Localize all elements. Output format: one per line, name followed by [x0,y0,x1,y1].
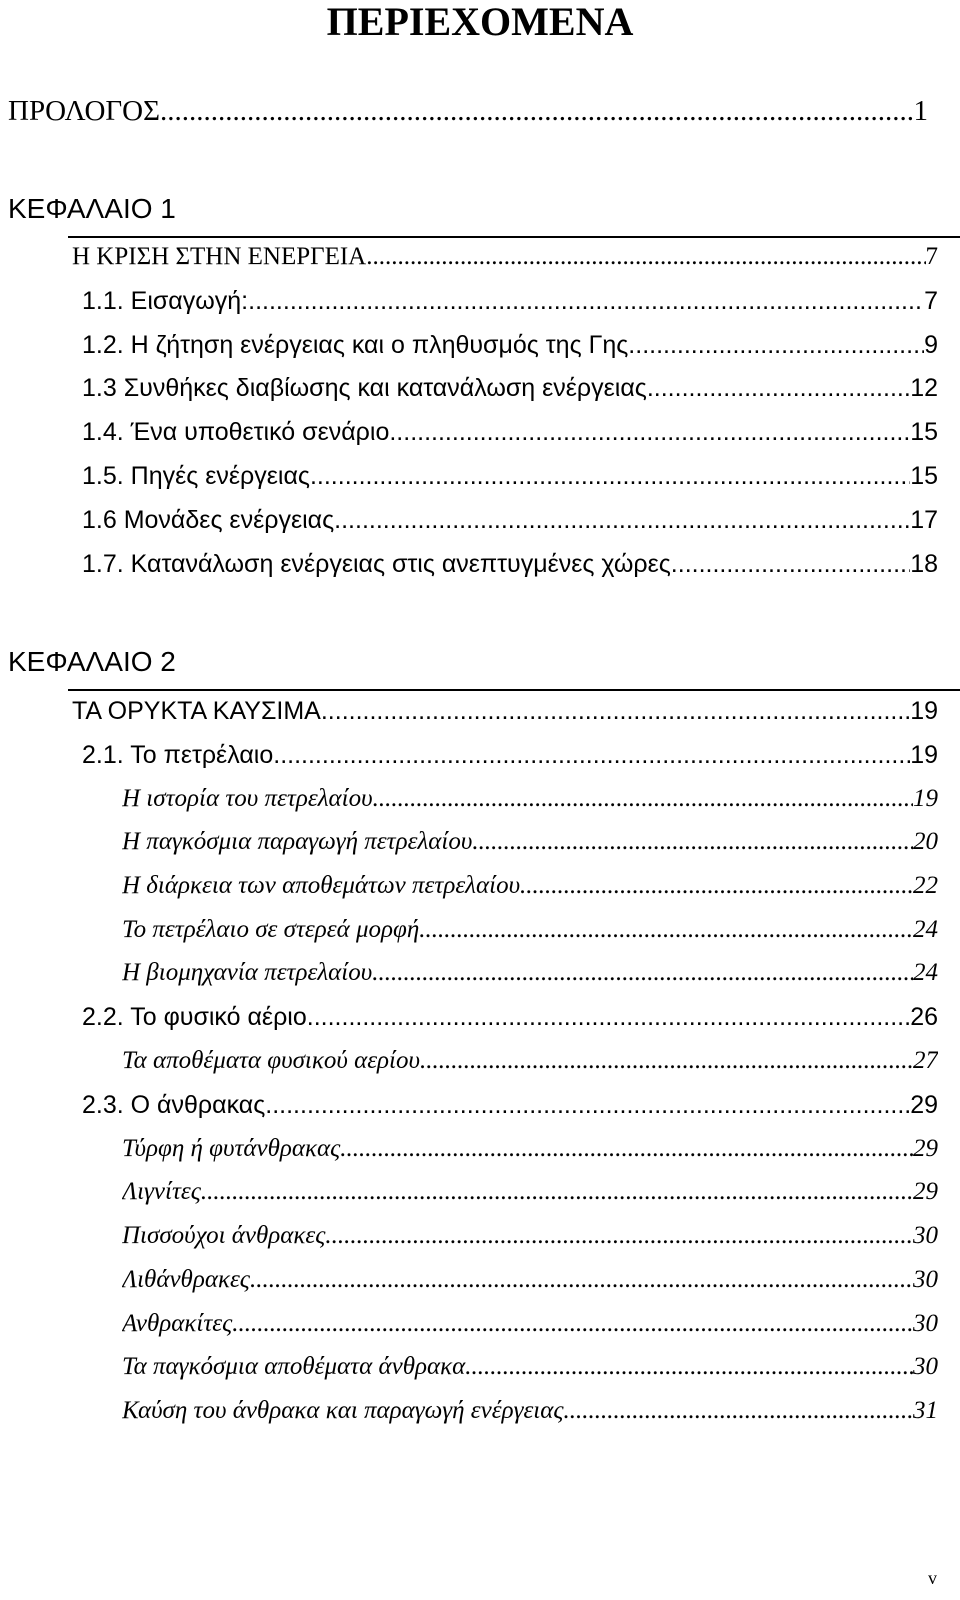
toc-leader-dots [373,784,913,814]
toc-entry-text: 1.4. Ένα υποθετικό σενάριο [82,418,390,446]
toc-entry-text: Πισσούχοι άνθρακες [122,1222,326,1249]
toc-entry-text: 1.2. Η ζήτηση ενέργειας και ο πληθυσμός της Γης [82,331,629,359]
toc-entry-page: 22 [913,872,938,899]
toc-entry-page: 31 [913,1397,938,1424]
toc-entry-text: ΠΡΟΛΟΓΟΣ [8,95,160,127]
toc-leader-dots [340,1134,913,1164]
toc-entry-page: 19 [910,697,938,725]
toc-entry-page: 26 [910,1003,938,1031]
toc-leader-dots [564,1396,913,1426]
toc-entry-page: 9 [924,331,938,359]
toc-entry-page: 24 [913,959,938,986]
toc-leader-dots [265,1090,910,1120]
toc-leader-dots [334,505,910,535]
toc-entry-text: Τύρφη ή φυτάνθρακας [122,1135,341,1162]
toc-leader-dots [201,1177,913,1207]
toc-entry[interactable] [82,1090,938,1120]
toc-entry[interactable] [122,958,938,988]
toc-entry[interactable] [82,417,938,447]
toc-entry-page: 30 [913,1310,938,1337]
toc-entry-text: Η ιστορία του πετρελαίου [122,785,373,812]
toc-entry[interactable] [82,549,938,579]
toc-leader-dots [160,94,914,128]
toc-leader-dots [321,696,910,726]
toc-entry[interactable] [122,1396,938,1426]
toc-entry-text: Τα παγκόσμια αποθέματα άνθρακα [122,1353,466,1380]
toc-entry-text: Η διάρκεια των αποθεμάτων πετρελαίου [122,872,521,899]
toc-leader-dots [232,1309,913,1339]
toc-entry[interactable] [82,505,938,535]
toc-entry-text: Λιθάνθρακες [122,1266,250,1293]
toc-entry[interactable] [122,1134,938,1164]
toc-entry-page: 7 [924,287,938,315]
toc-leader-dots [310,461,910,491]
toc-entry-page: 15 [910,462,938,490]
toc-entry[interactable] [122,1046,938,1076]
toc-leader-dots [325,1221,913,1251]
toc-leader-dots [520,871,913,901]
toc-leader-dots [250,1265,913,1295]
toc-entry-page: 7 [925,243,938,270]
page-number: v [928,1568,937,1588]
toc-leader-dots [671,549,910,579]
toc-entry-text: 2.3. Ο άνθρακας [82,1091,266,1119]
toc-leader-dots [248,286,924,316]
toc-leader-dots [366,242,925,272]
toc-leader-dots [389,417,910,447]
toc-entry-page: 19 [913,785,938,812]
toc-entry[interactable] [82,1002,938,1032]
toc-entry[interactable] [122,1265,938,1295]
toc-leader-dots [419,915,913,945]
toc-entry-page: 15 [910,418,938,446]
toc-entry-page: 24 [913,916,938,943]
toc-entry[interactable] [122,1221,938,1251]
toc-entry-text: 1.6 Μονάδες ενέργειας [82,506,335,534]
toc-leader-dots [472,827,913,857]
toc-entry-text: Το πετρέλαιο σε στερεά μορφή [122,916,420,943]
toc-entry-page: 20 [913,828,938,855]
toc-entry-prologue[interactable] [8,94,928,128]
toc-entry-page: 29 [913,1178,938,1205]
toc-entry-text: Τα αποθέματα φυσικού αερίου [122,1047,420,1074]
toc-entry-page: 29 [913,1135,938,1162]
toc-entry-text: 2.2. Το φυσικό αέριο [82,1003,307,1031]
toc-entry[interactable] [82,461,938,491]
toc-entry[interactable] [72,242,938,272]
toc-leader-dots [420,1046,913,1076]
toc-entry-text: 1.3 Συνθήκες διαβίωσης και κατανάλωση ενέργειας [82,374,647,402]
toc-entry-text: Λιγνίτες [122,1178,201,1205]
chapter-heading-2: ΚΕΦΑΛΑΙΟ 2 [8,646,176,677]
toc-entry-text: Καύση του άνθρακα και παραγωγή ενέργειας [122,1397,564,1424]
toc-entry-page: 17 [910,506,938,534]
toc-entry[interactable] [82,373,938,403]
toc-entry[interactable] [122,1352,938,1382]
toc-entry-page: 30 [913,1222,938,1249]
toc-entry-text: Η βιομηχανία πετρελαίου [122,959,373,986]
toc-entry-text: 1.5. Πηγές ενέργειας [82,462,310,490]
toc-entry-text: 2.1. Το πετρέλαιο [82,741,274,769]
chapter-rule-1 [68,236,960,238]
toc-entry-page: 29 [910,1091,938,1119]
toc-entry-text: 1.1. Εισαγωγή: [82,287,249,315]
toc-entry-page: 18 [910,550,938,578]
toc-leader-dots [307,1002,910,1032]
toc-entry[interactable] [122,871,938,901]
toc-entry[interactable] [122,784,938,814]
toc-leader-dots [465,1352,913,1382]
toc-entry-text: ΤΑ ΟΡΥΚΤΑ ΚΑΥΣΙΜΑ [72,697,321,725]
toc-leader-dots [273,740,910,770]
toc-entry[interactable] [122,915,938,945]
toc-entry-page: 19 [910,741,938,769]
toc-leader-dots [372,958,913,988]
toc-entry[interactable] [72,696,938,726]
toc-leader-dots [628,330,924,360]
toc-entry-text: Η ΚΡΙΣΗ ΣΤΗΝ ΕΝΕΡΓΕΙΑ [72,243,367,270]
toc-entry-text: Ανθρακίτες [122,1310,233,1337]
toc-entry-page: 12 [910,374,938,402]
toc-entry-page: 30 [913,1266,938,1293]
toc-entry[interactable] [82,286,938,316]
toc-entry[interactable] [82,330,938,360]
toc-entry-text: 1.7. Κατανάλωση ενέργειας στις ανεπτυγμένες χώρες [82,550,671,578]
toc-entry[interactable] [122,1309,938,1339]
toc-entry-page: 30 [913,1353,938,1380]
toc-entry[interactable] [122,827,938,857]
toc-entry[interactable] [82,740,938,770]
toc-entry-page: 27 [913,1047,938,1074]
toc-leader-dots [647,373,910,403]
toc-entry[interactable] [122,1177,938,1207]
toc-entry-page: 1 [913,95,928,127]
chapter-heading-1: ΚΕΦΑΛΑΙΟ 1 [8,193,176,224]
toc-entry-text: Η παγκόσμια παραγωγή πετρελαίου [122,828,473,855]
chapter-rule-2 [68,689,960,691]
page-title: ΠΕΡΙΕΧΟΜΕΝΑ [326,0,634,44]
